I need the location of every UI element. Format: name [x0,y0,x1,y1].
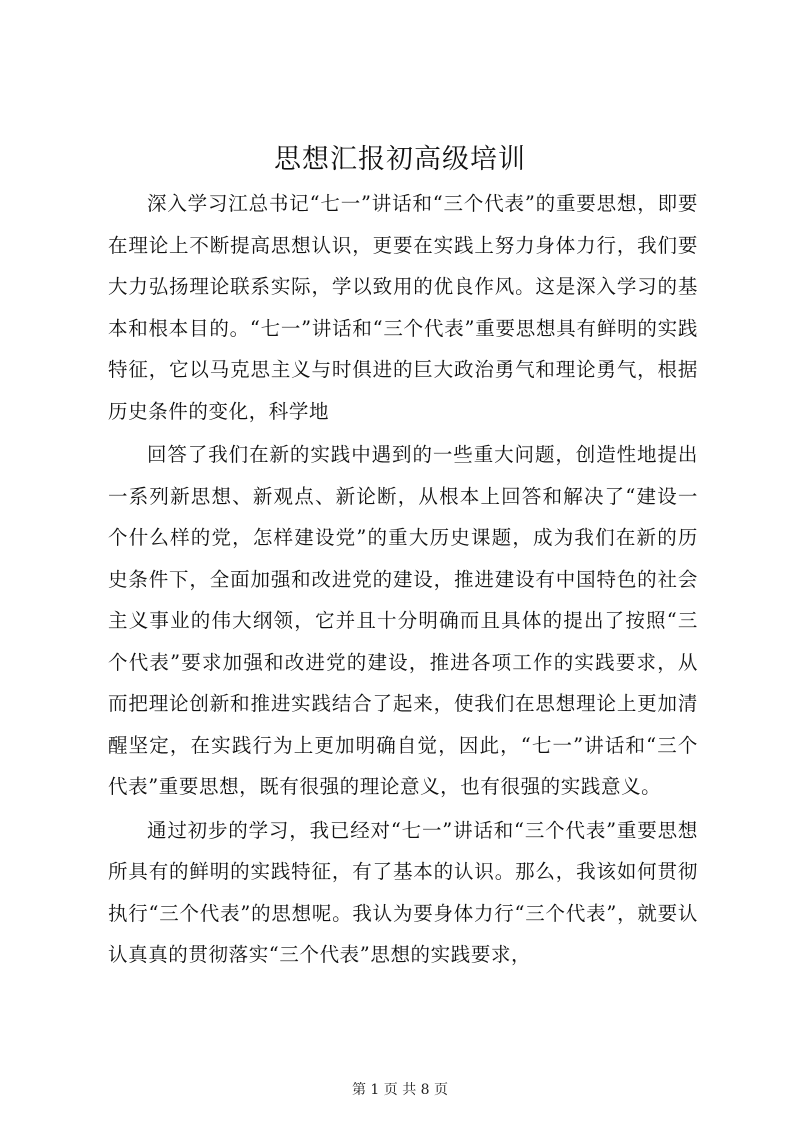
document-title: 思想汇报初高级培训 [274,144,526,175]
paragraph-2: 回答了我们在新的实践中遇到的一些重大问题，创造性地提出一系列新思想、新观点、新论断，从根本上回答和解决了“建设一个什么样的党，怎样建设党”的重大历史课题，成为我们在新的历史条件下，全面加强和改进党的建设，推进建设有中国特色的社会主义事业的伟大纲领，它并且十分明确而且具体的提出了按照“三个代表”要求加强和改进党的建设，推进各项工作的实践要求，从而把理论创新和推进实践结合了起来，使我们在思想理论上更加清醒坚定，在实践行为上更加明确自觉，因此，“七一”讲话和“三个代表”重要思想，既有很强的理论意义，也有很强的实践意义。 [108,443,698,798]
document-body [108,183,698,976]
paragraph-3: 通过初步的学习，我已经对“七一”讲话和“三个代表”重要思想所具有的鲜明的实践特征，有了基本的认识。那么，我该如何贯彻执行“三个代表”的思想呢。我认为要身体力行“三个代表”，就要认认真真的贯彻落实“三个代表”思想的实践要求， [108,818,698,966]
page-footer: 第 1 页 共 8 页 [351,1082,449,1098]
paragraph-1: 深入学习江总书记“七一”讲话和“三个代表”的重要思想，即要在理论上不断提高思想认识，更要在实践上努力身体力行，我们要大力弘扬理论联系实际，学以致用的优良作风。这是深入学习的基本和根本目的。“七一”讲话和“三个代表”重要思想具有鲜明的实践特征，它以马克思主义与时俱进的巨大政治勇气和理论勇气，根据历史条件的变化，科学地 [108,192,698,423]
